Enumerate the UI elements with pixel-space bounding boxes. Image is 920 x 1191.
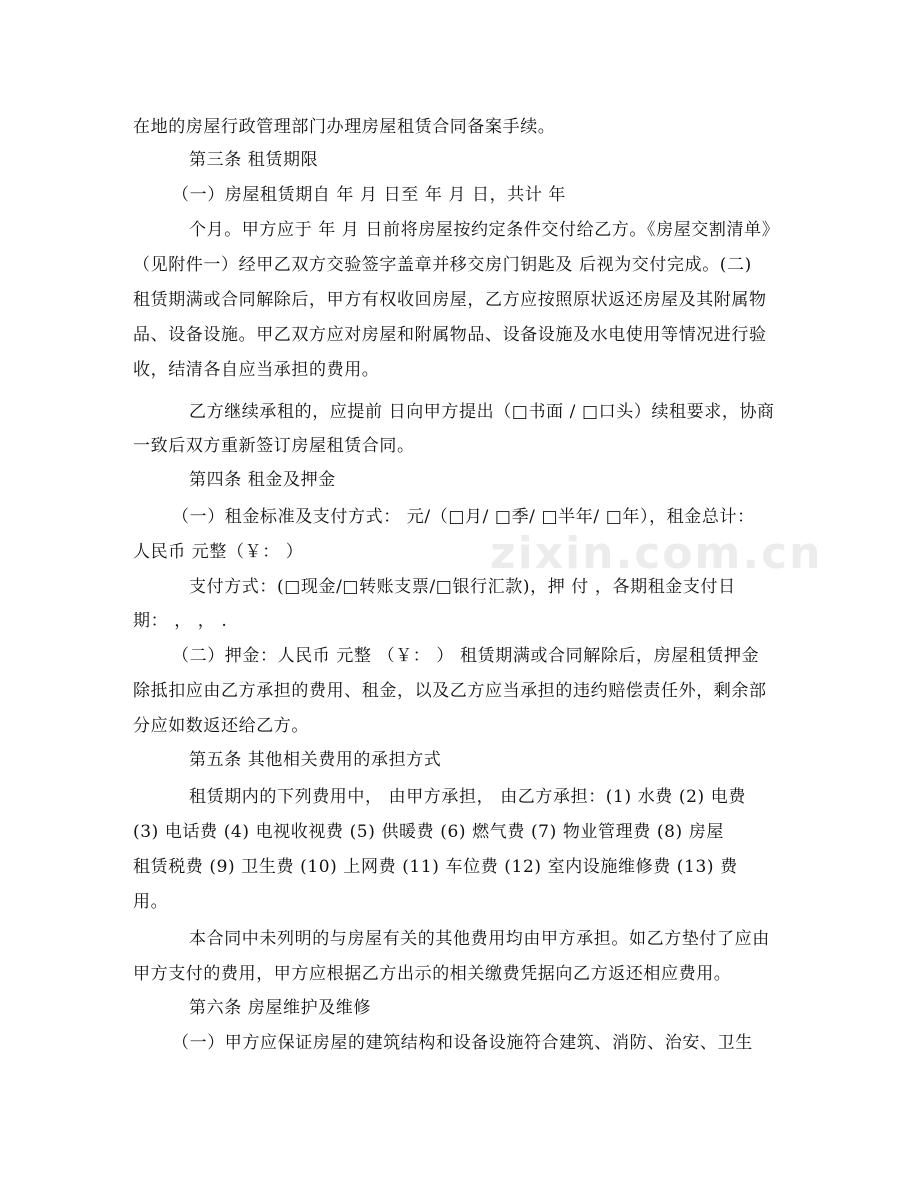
text-line: 品、设备设施。甲乙双方应对房屋和附属物品、设备设施及水电使用等情况进行验: [133, 325, 767, 345]
text-line: （一）租金标准及支付方式： 元/（□月/ □季/ □半年/ □年），租金总计：: [172, 507, 755, 527]
text-line: 租赁期内的下列费用中， 由甲方承担， 由乙方承担：(1) 水费 (2) 电费: [189, 787, 746, 807]
text-line: （二）押金：人民币 元整 （￥： ） 租赁期满或合同解除后，房屋租赁押金: [172, 646, 760, 666]
article-heading: 第三条 租赁期限: [189, 150, 319, 170]
text-line: （一）房屋租赁期自 年 月 日至 年 月 日，共计 年: [172, 185, 567, 205]
article-heading: 第五条 其他相关费用的承担方式: [189, 750, 442, 770]
text-line: 租赁期满或合同解除后，甲方有权收回房屋，乙方应按照原状返还房屋及其附属物: [133, 290, 767, 310]
text-line: 租赁税费 (9) 卫生费 (10) 上网费 (11) 车位费 (12) 室内设施维修费 (13) 费: [133, 857, 738, 877]
text-line: 除抵扣应由乙方承担的费用、租金，以及乙方应当承担的违约赔偿责任外，剩余部: [133, 681, 767, 701]
article-heading: 第四条 租金及押金: [189, 470, 336, 490]
article-heading: 第六条 房屋维护及维修: [189, 998, 372, 1018]
text-line: 在地的房屋行政管理部门办理房屋租赁合同备案手续。: [133, 117, 556, 137]
text-line: 乙方继续承租的，应提前 日向甲方提出（□书面 / □口头）续租要求，协商: [189, 402, 775, 422]
text-line: 甲方支付的费用，甲方应根据乙方出示的相关缴费凭据向乙方返还相应费用。: [133, 964, 732, 984]
text-line: 一致后双方重新签订房屋租赁合同。: [133, 436, 415, 456]
text-line: 分应如数返还给乙方。: [133, 716, 309, 736]
text-line: 收，结清各自应当承担的费用。: [133, 360, 380, 380]
watermark: zixin.com.cn: [490, 528, 823, 579]
text-line: （见附件一）经甲乙双方交验签字盖章并移交房门钥匙及 后视为交付完成。(二): [133, 255, 752, 275]
text-line: 人民币 元整（￥： ）: [133, 542, 304, 562]
text-line: 个月。甲方应于 年 月 日前将房屋按约定条件交付给乙方。《房屋交割清单》: [189, 220, 780, 240]
text-line: （一）甲方应保证房屋的建筑结构和设备设施符合建筑、消防、治安、卫生: [172, 1033, 753, 1053]
text-line: 用。: [133, 892, 169, 912]
text-line: 支付方式：(□现金/□转账支票/□银行汇款)，押 付 ，各期租金支付日: [189, 577, 736, 597]
text-line: (3) 电话费 (4) 电视收视费 (5) 供暖费 (6) 燃气费 (7) 物业管理费 (8) 房屋: [133, 822, 724, 842]
text-line: 本合同中未列明的与房屋有关的其他费用均由甲方承担。如乙方垫付了应由: [189, 929, 770, 949]
text-line: 期： ， ， .: [133, 611, 228, 631]
